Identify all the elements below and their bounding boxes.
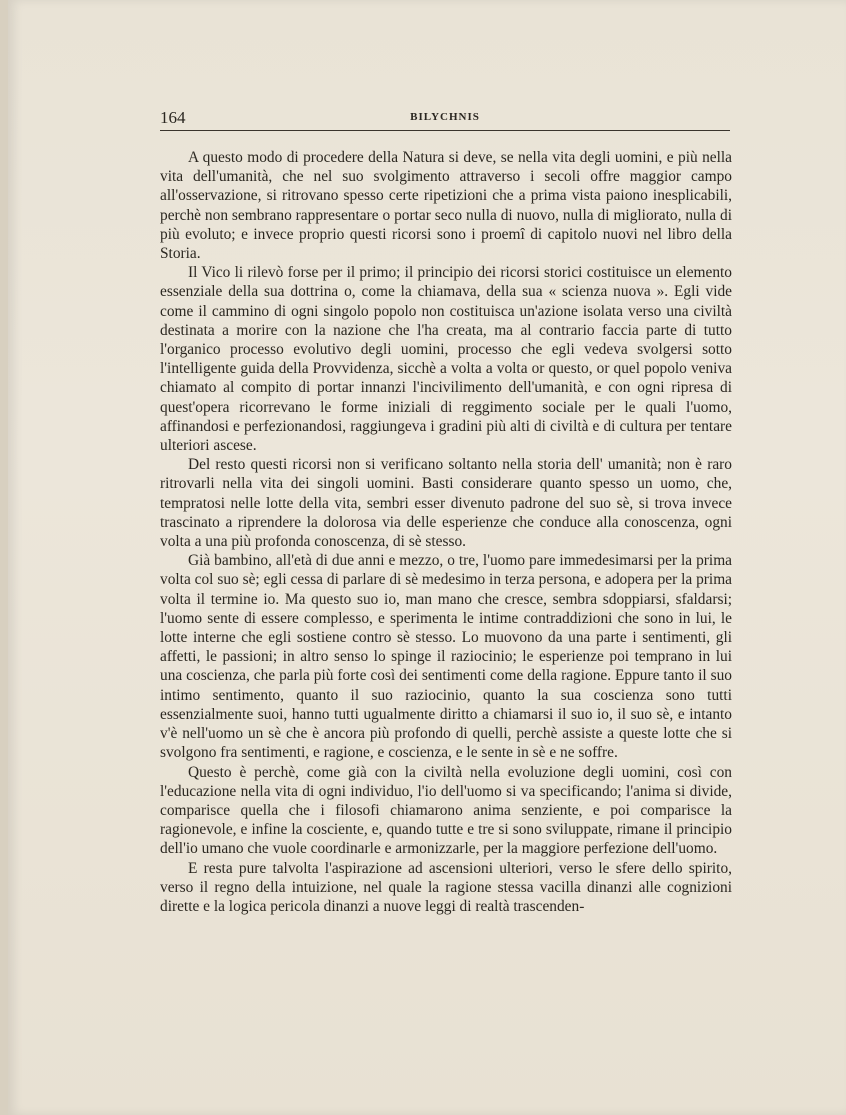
paragraph: Questo è perchè, come già con la civiltà nella evoluzione degli uomini, così con l'educazione nella vita di ogni individuo, l'io dell'uomo si va specificando; l'anima si divide, comparisce quella che i filosofi chiamarono anima senziente, e poi comparisce la ragionevole, e infine la cosciente, e, quando tutte e tre si sono sviluppate, rimane il principio dell'io umano che vuole coordinarle e armonizzarle, per la maggiore perfezione dell'uomo.: [160, 763, 732, 858]
paragraph: Già bambino, all'età di due anni e mezzo, o tre, l'uomo pare immedesimarsi per la prima volta col suo sè; egli cessa di parlare di sè medesimo in terza persona, e adopera per la prima volta il termine io. Ma questo suo io, man mano che cresce, sembra sdoppiarsi, sfaldarsi; l'uomo sente di essere complesso, e sperimenta le intime contraddizioni che sono in lui, le lotte interne che egli sostiene contro sè stesso. Lo muovono da una parte i sentimenti, gli affetti, le passioni; in altro senso lo spinge il raziocinio; le esperienze poi temprano in lui una coscienza, che parla più forte così dei sentimenti come della ragione. Eppure tanto il suo intimo sentimento, quanto il suo raziocinio, quanto la sua coscienza sono tutti essenzialmente suoi, hanno tutti ugualmente diritto a chiamarsi il suo io, il suo sè, e intanto v'è nell'uomo un sè che è ancora più profondo di quelli, perchè assiste a queste lotte che si svolgono fra sentimenti, e ragione, e coscienza, e le sente in sè e ne soffre.: [160, 552, 732, 762]
page-number: 164: [160, 108, 186, 127]
running-title: BILYCHNIS: [410, 111, 480, 123]
paragraph: Del resto questi ricorsi non si verificano soltanto nella storia dell' umanità; non è raro ritrovarli nella vita dei singoli uomini. Basti considerare quanto spesso un uomo, che, tempratosi nelle lotte della vita, sembri esser divenuto padrone del suo sè, si trova invece trascinato a riprendere la dolorosa via delle esperienze che conduce alla conoscenza, ogni volta a una più profonda conoscenza, di sè stesso.: [160, 456, 732, 551]
body-text: [160, 148, 732, 916]
book-page: [8, 0, 846, 1115]
paragraph: A questo modo di procedere della Natura si deve, se nella vita degli uomini, e più nella vita dell'umanità, che nel suo svolgimento attraverso i secoli offre maggior campo all'osservazione, si ritrovano spesso certe ripetizioni che a prima vista paiono inesplicabili, perchè non sembrano rappresentare o portar seco nulla di nuovo, nulla di migliorato, nulla di più evoluto; e invece proprio questi ricorsi sono i proemî di capitolo nuovi nel libro della Storia.: [160, 149, 732, 263]
paragraph: E resta pure talvolta l'aspirazione ad ascensioni ulteriori, verso le sfere dello spirito, verso il regno della intuizione, nel quale la ragione stessa vacilla dinanzi alle cognizioni dirette e la logica pericola dinanzi a nuove leggi di realtà trascenden-: [160, 859, 732, 915]
paragraph: Il Vico li rilevò forse per il primo; il principio dei ricorsi storici costituisce un elemento essenziale della sua dottrina o, come la chiamava, della sua « scienza nuova ». Egli vide come il cammino di ogni singolo popolo non costituisca un'azione isolata verso una civiltà destinata a morire con la nazione che l'ha creata, ma al contrario faccia parte di tutto l'organico processo evolutivo degli uomini, processo che egli vedeva svolgersi sotto l'intelligente guida della Provvidenza, sicchè a volta a volta or questo, or quel popolo veniva chiamato al compito di portar innanzi l'incivilimento dell'umanità, e con ogni ripresa di quest'opera ricorrevano le forme iniziali di reggimento sociale per le quali l'uomo, affinandosi e perfezionandosi, raggiungeva i gradini più alti di civiltà e di cultura per tentare ulteriori ascese.: [160, 264, 732, 455]
page-header: [160, 108, 730, 132]
header-rule: [160, 130, 730, 131]
